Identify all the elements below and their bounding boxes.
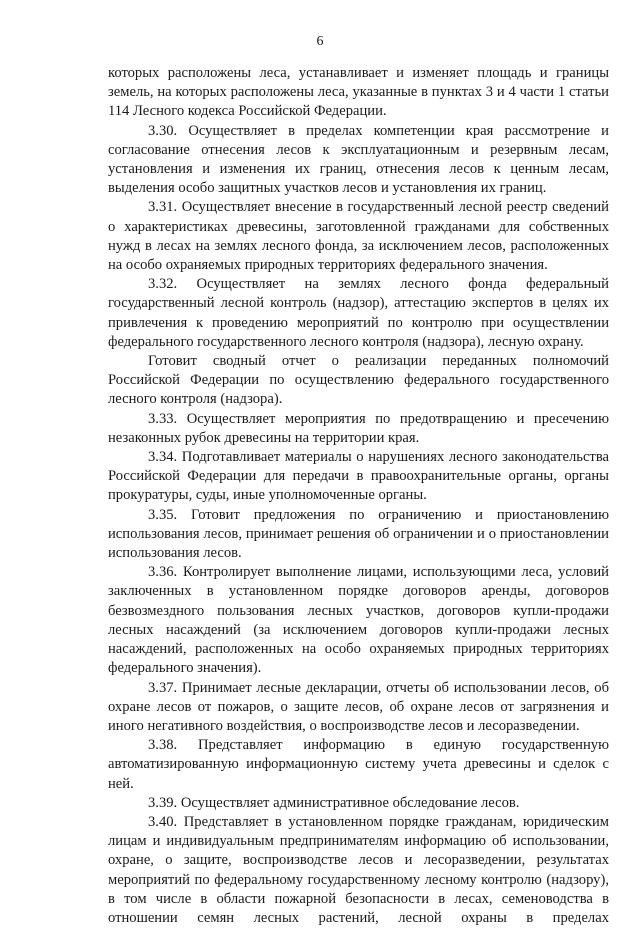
paragraph-3-30: 3.30. Осуществляет в пределах компетенции края рассмотрение и согласование отнесения лесов к эксплуатационным и резервным лесам, установления и изменения их границ, отнесения лесов к ценным лесам, выделения особо защитных участков лесов и установления их границ. — [108, 122, 609, 197]
page-number: 6 — [316, 34, 324, 49]
paragraph-3-40: 3.40. Представляет в установленном порядке гражданам, юридическим лицам и индивидуальным предпринимателям информацию об использовании, охране, о защите, воспроизводстве лесов и лесоразведении, результатах мероприятий по федеральному государственному лесному контролю (надзору), в том числе в области пожарной безопасности в лесах, семеноводства в отношении семян лесных растений, лесной охраны в пределах — [108, 813, 609, 926]
paragraph-3-37: 3.37. Принимает лесные декларации, отчеты об использовании лесов, об охране лесов от пожаров, о защите лесов, об охране лесов от загрязнения и иного негативного воздействия, о воспроизводстве лесов и лесоразведении. — [108, 679, 609, 734]
paragraph-report: Готовит сводный отчет о реализации переданных полномочий Российской Федерации по осуществлению федерального государственного лесного контроля (надзора). — [108, 353, 609, 408]
paragraph-3-32: 3.32. Осуществляет на землях лесного фонда федеральный государственный лесной контроль (надзор), аттестацию экспертов в целях их привлечения к проведению мероприятий по контролю при осуществлении федерального государственного лесного контроля (надзора), лесную охрану. — [108, 276, 609, 350]
paragraph-3-35: 3.35. Готовит предложения по ограничению и приостановлению использования лесов, принимает решения об ограничении и о приостановлении использования лесов. — [108, 506, 609, 562]
paragraph-3-39: 3.39. Осуществляет административное обследование лесов. — [148, 794, 520, 811]
paragraph-3-33: 3.33. Осуществляет мероприятия по предотвращению и пресечению незаконных рубок древесины на территории края. — [108, 410, 609, 446]
document-body — [108, 64, 609, 928]
paragraph-3-34: 3.34. Подготавливает материалы о нарушениях лесного законодательства Российской Федерации для передачи в правоохранительные органы, органы прокуратуры, суды, иные уполномоченные органы. — [108, 449, 609, 504]
paragraph-3-38: 3.38. Представляет информацию в единую государственную автоматизированную информационную систему учета древесины и сделок с ней. — [108, 737, 609, 792]
paragraph-3-31: 3.31. Осуществляет внесение в государственный лесной реестр сведений о характеристиках древесины, заготовленной гражданами для собственных нужд в лесах на землях лесного фонда, за исключением лесов, расположенных на особо охраняемых природных территориях федерального значения. — [108, 199, 609, 274]
paragraph-3-36: 3.36. Контролирует выполнение лицами, использующими леса, условий заключенных в установленном порядке договоров аренды, договоров безвозмездного пользования лесных участков, договоров купли-продажи лесных насаждений (за исключением договоров купли-продажи лесных насаждений, расположенных на особо охраняемых природных территориях федерального значения). — [108, 564, 609, 677]
paragraph-continuation: которых расположены леса, устанавливает и изменяет площадь и границы земель, на которых расположены леса, указанные в пунктах 3 и 4 части 1 статьи 114 Лесного кодекса Российской Федерации. — [108, 65, 609, 120]
